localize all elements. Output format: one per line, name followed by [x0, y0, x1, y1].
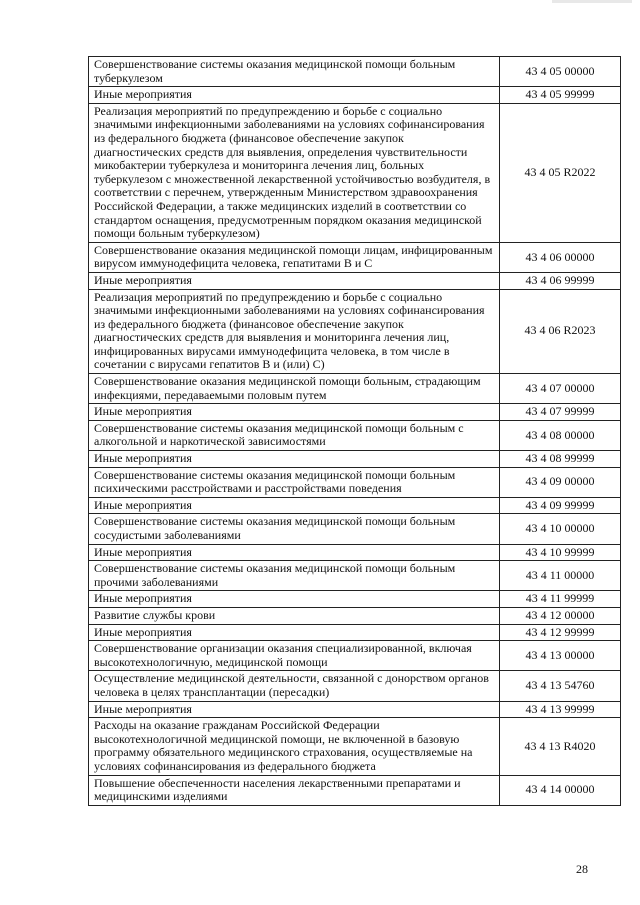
expense-item-name: Совершенствование системы оказания медицинской помощи больным сосудистыми заболеваниями — [89, 514, 500, 544]
budget-code: 43 4 07 00000 — [500, 374, 621, 404]
table-row — [89, 57, 621, 87]
table-row — [89, 374, 621, 404]
expense-item-name: Реализация мероприятий по предупреждению и борьбе с социально значимыми инфекционными заболеваниями на условиях софинансирования из федерального бюджета (финансовое обеспечение закупок диагностических средств для выявления, определения чувствительности микобактерии туберкулеза и мониторинга лечения лиц, больных туберкулезом с множественной лекарственной устойчивостью возбудителя, в соответствии с перечнем, утвержденным Министерством здравоохранения Российской Федерации, а также медицинских изделий в соответствии со стандартом оснащения, предусмотренным порядком оказания медицинской помощи больным туберкулезом) — [89, 103, 500, 242]
expense-item-name: Совершенствование оказания медицинской помощи лицам, инфицированным вирусом иммунодефицита человека, гепатитами В и С — [89, 242, 500, 272]
table-row — [89, 624, 621, 641]
expense-item-name: Иные мероприятия — [89, 624, 500, 641]
table-row — [89, 497, 621, 514]
table-row — [89, 467, 621, 497]
expense-item-name: Осуществление медицинской деятельности, связанной с донорством органов человека в целях трансплантации (пересадки) — [89, 671, 500, 701]
table-row — [89, 591, 621, 608]
budget-code: 43 4 08 00000 — [500, 420, 621, 450]
expense-item-name: Иные мероприятия — [89, 591, 500, 608]
budget-classification-table — [88, 56, 621, 806]
budget-code: 43 4 06 00000 — [500, 242, 621, 272]
budget-code: 43 4 11 99999 — [500, 591, 621, 608]
table-row — [89, 87, 621, 104]
table-body — [89, 57, 621, 806]
expense-item-name: Совершенствование системы оказания медицинской помощи больным прочими заболеваниями — [89, 561, 500, 591]
budget-code: 43 4 05 99999 — [500, 87, 621, 104]
table-row — [89, 420, 621, 450]
expense-item-name: Совершенствование организации оказания специализированной, включая высокотехнологичную, медицинской помощи — [89, 641, 500, 671]
expense-item-name: Совершенствование системы оказания медицинской помощи больным туберкулезом — [89, 57, 500, 87]
table-row — [89, 451, 621, 468]
budget-code: 43 4 12 00000 — [500, 607, 621, 624]
page-number: 28 — [576, 862, 588, 876]
budget-code: 43 4 05 00000 — [500, 57, 621, 87]
budget-code: 43 4 13 54760 — [500, 671, 621, 701]
expense-item-name: Иные мероприятия — [89, 544, 500, 561]
expense-item-name: Повышение обеспеченности населения лекарственными препаратами и медицинскими изделиями — [89, 775, 500, 805]
expense-item-name: Иные мероприятия — [89, 701, 500, 718]
scan-artifact — [552, 0, 632, 3]
expense-item-name: Развитие службы крови — [89, 607, 500, 624]
budget-code: 43 4 09 00000 — [500, 467, 621, 497]
table-row — [89, 404, 621, 421]
budget-code: 43 4 10 00000 — [500, 514, 621, 544]
table-row — [89, 775, 621, 805]
budget-code: 43 4 13 R4020 — [500, 718, 621, 775]
table-row — [89, 289, 621, 374]
budget-code: 43 4 11 00000 — [500, 561, 621, 591]
expense-item-name: Иные мероприятия — [89, 451, 500, 468]
table-row — [89, 671, 621, 701]
budget-code: 43 4 12 99999 — [500, 624, 621, 641]
table-row — [89, 607, 621, 624]
table-row — [89, 242, 621, 272]
budget-code: 43 4 10 99999 — [500, 544, 621, 561]
budget-code: 43 4 05 R2022 — [500, 103, 621, 242]
budget-code: 43 4 13 99999 — [500, 701, 621, 718]
table-row — [89, 701, 621, 718]
budget-code: 43 4 06 99999 — [500, 272, 621, 289]
table-row — [89, 718, 621, 775]
expense-item-name: Иные мероприятия — [89, 497, 500, 514]
expense-item-name: Реализация мероприятий по предупреждению и борьбе с социально значимыми инфекционными заболеваниями на условиях софинансирования из федерального бюджета (финансовое обеспечение закупок диагностических средств для выявления и мониторинга лечения лиц, инфицированных вирусами иммунодефицита человека, в том числе в сочетании с вирусами гепатитов В и (или) С) — [89, 289, 500, 374]
table-row — [89, 641, 621, 671]
expense-item-name: Расходы на оказание гражданам Российской Федерации высокотехнологичной медицинской помощи, не включенной в базовую программу обязательного медицинского страхования, осуществляемые на условиях софинансирования из федерального бюджета — [89, 718, 500, 775]
budget-code: 43 4 07 99999 — [500, 404, 621, 421]
table-row — [89, 272, 621, 289]
expense-item-name: Совершенствование системы оказания медицинской помощи больным психическими расстройствами и расстройствами поведения — [89, 467, 500, 497]
budget-code: 43 4 09 99999 — [500, 497, 621, 514]
table-row — [89, 103, 621, 242]
budget-code: 43 4 08 99999 — [500, 451, 621, 468]
table-row — [89, 544, 621, 561]
expense-item-name: Иные мероприятия — [89, 87, 500, 104]
expense-item-name: Совершенствование оказания медицинской помощи больным, страдающим инфекциями, передаваемыми половым путем — [89, 374, 500, 404]
table-row — [89, 514, 621, 544]
budget-code: 43 4 14 00000 — [500, 775, 621, 805]
table-row — [89, 561, 621, 591]
expense-item-name: Иные мероприятия — [89, 404, 500, 421]
budget-code: 43 4 13 00000 — [500, 641, 621, 671]
expense-item-name: Иные мероприятия — [89, 272, 500, 289]
budget-code: 43 4 06 R2023 — [500, 289, 621, 374]
expense-item-name: Совершенствование системы оказания медицинской помощи больным с алкогольной и наркотической зависимостями — [89, 420, 500, 450]
